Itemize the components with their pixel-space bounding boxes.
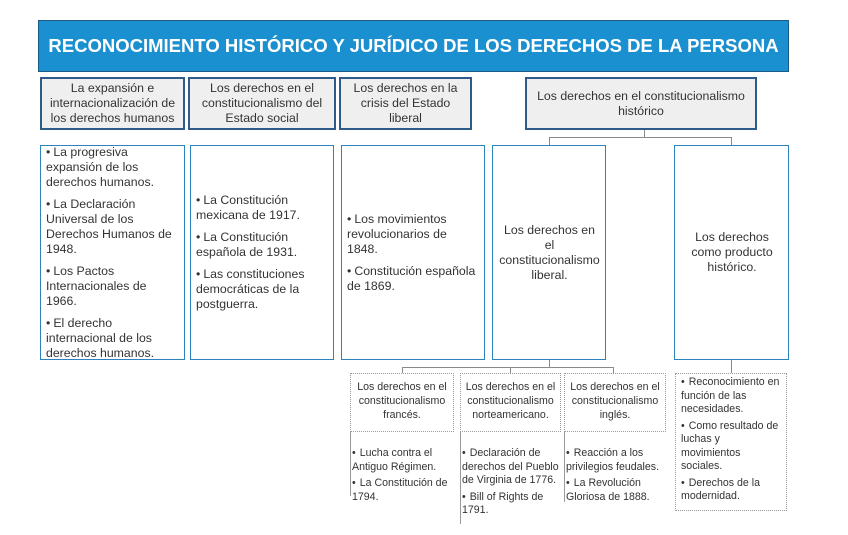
list-item: • Derechos de la modernidad. xyxy=(681,477,782,504)
list-item: • La Declaración Universal de los Derechos Humanos de 1948. xyxy=(46,197,180,257)
list-item: • Reacción a los privilegios feudales. xyxy=(566,447,670,474)
liberal-box: Los derechos en el constitucionalismo liberal. xyxy=(492,145,606,360)
connector-line xyxy=(402,367,614,368)
list-item: • Las constituciones democráticas de la postguerra. xyxy=(196,267,329,312)
list-item: • El derecho internacional de los derechos humanos. xyxy=(46,316,180,361)
list-item: • Los Pactos Internacionales de 1966. xyxy=(46,264,180,309)
list-item: • Reconocimiento en función de las necesidades. xyxy=(681,376,782,417)
connector-line xyxy=(731,360,732,373)
connector-line xyxy=(549,137,550,145)
ingles-items xyxy=(566,447,670,507)
list-item: • La Constitución de 1794. xyxy=(352,477,456,504)
list-item: • La Constitución española de 1931. xyxy=(196,230,329,260)
sub-ingles-box: Los derechos en el constitucionalismo inglés. xyxy=(564,373,666,432)
list-item: • La Constitución mexicana de 1917. xyxy=(196,193,329,223)
connector-line xyxy=(549,137,732,138)
header-estado-social: Los derechos en el constitucionalismo del Estado social xyxy=(188,77,336,130)
sub-norteamericano-box: Los derechos en el constitucionalismo norteamericano. xyxy=(460,373,561,432)
list-item: • La progresiva expansión de los derechos humanos. xyxy=(46,145,180,190)
connector-line xyxy=(564,432,565,502)
norteamericano-items xyxy=(462,447,562,521)
connector-line xyxy=(460,432,461,524)
crisis-box xyxy=(341,145,485,360)
list-item: • Los movimientos revolucionarios de 1848. xyxy=(347,212,480,257)
frances-items xyxy=(352,447,456,507)
historic-items-box xyxy=(675,373,787,511)
diagram-title: RECONOCIMIENTO HISTÓRICO Y JURÍDICO DE LOS DERECHOS DE LA PERSONA xyxy=(38,20,789,72)
header-crisis-estado-liberal: Los derechos en la crisis del Estado liberal xyxy=(339,77,472,130)
sub-frances-box: Los derechos en el constitucionalismo francés. xyxy=(350,373,454,432)
connector-line xyxy=(350,432,351,496)
list-item: • Declaración de derechos del Pueblo de Virginia de 1776. xyxy=(462,447,562,488)
expansion-box xyxy=(40,145,185,360)
list-item: • Lucha contra el Antiguo Régimen. xyxy=(352,447,456,474)
list-item: • Como resultado de luchas y movimientos sociales. xyxy=(681,420,782,474)
historic-box: Los derechos como producto histórico. xyxy=(674,145,789,360)
header-expansion: La expansión e internacionalización de los derechos humanos xyxy=(40,77,185,130)
estado-social-box xyxy=(190,145,334,360)
connector-line xyxy=(731,137,732,145)
header-constitucionalismo-historico: Los derechos en el constitucionalismo histórico xyxy=(525,77,757,130)
list-item: • La Revolución Gloriosa de 1888. xyxy=(566,477,670,504)
list-item: • Bill of Rights de 1791. xyxy=(462,491,562,518)
list-item: • Constitución española de 1869. xyxy=(347,264,480,294)
